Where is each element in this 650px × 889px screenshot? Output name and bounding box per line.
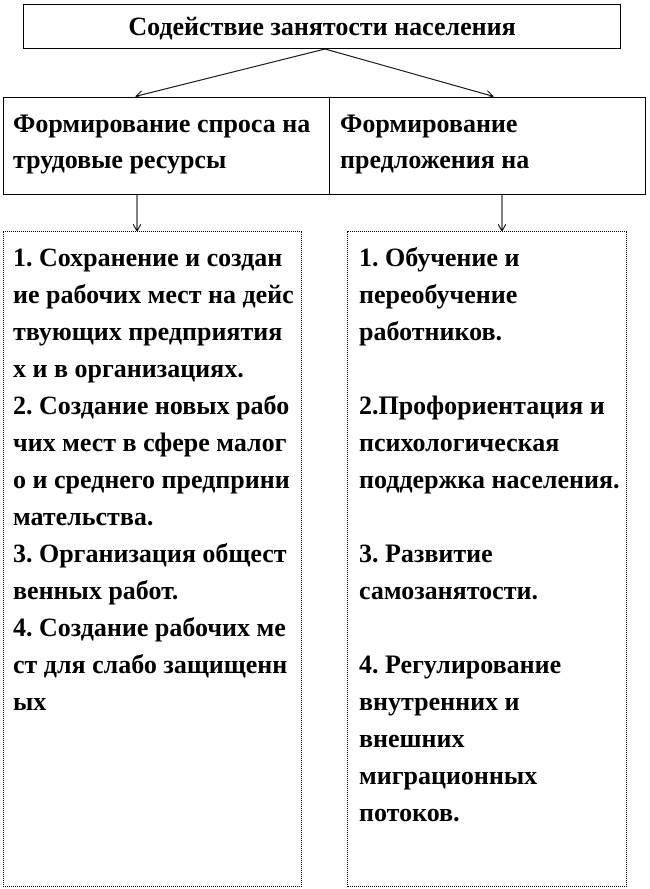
main-topic-box: [23, 4, 621, 49]
supply-item: 2.Профориентация и психологическая поддержка населения.: [359, 391, 620, 494]
supply-item: 1. Обучение и переобучение работников.: [359, 243, 520, 346]
demand-item: 2. Создание новых рабочих мест в сфере малого и среднего предпринимательства.: [13, 391, 290, 531]
demand-header: Формирование спроса на трудовые ресурсы: [4, 98, 330, 194]
header-row: [3, 97, 646, 195]
supply-measures-list: [347, 231, 627, 887]
supply-item: 4. Регулирование внутренних и внешних миграционных потоков.: [359, 650, 562, 827]
demand-item: 3. Организация общественных работ.: [13, 539, 287, 605]
arrow-to-right-header: [325, 49, 492, 96]
demand-item: 4. Создание рабочих мест для слабо защищенных: [13, 613, 288, 716]
supply-header: Формирование предложения на: [340, 109, 530, 174]
demand-item: 1. Сохранение и создание рабочих мест на действующих предприятиях и в организациях.: [13, 243, 294, 383]
arrow-to-left-header: [137, 49, 325, 96]
supply-item: 3. Развитие самозанятости.: [359, 539, 538, 605]
demand-measures-list: [3, 231, 302, 887]
main-topic-title: Содействие занятости населения: [128, 12, 516, 41]
